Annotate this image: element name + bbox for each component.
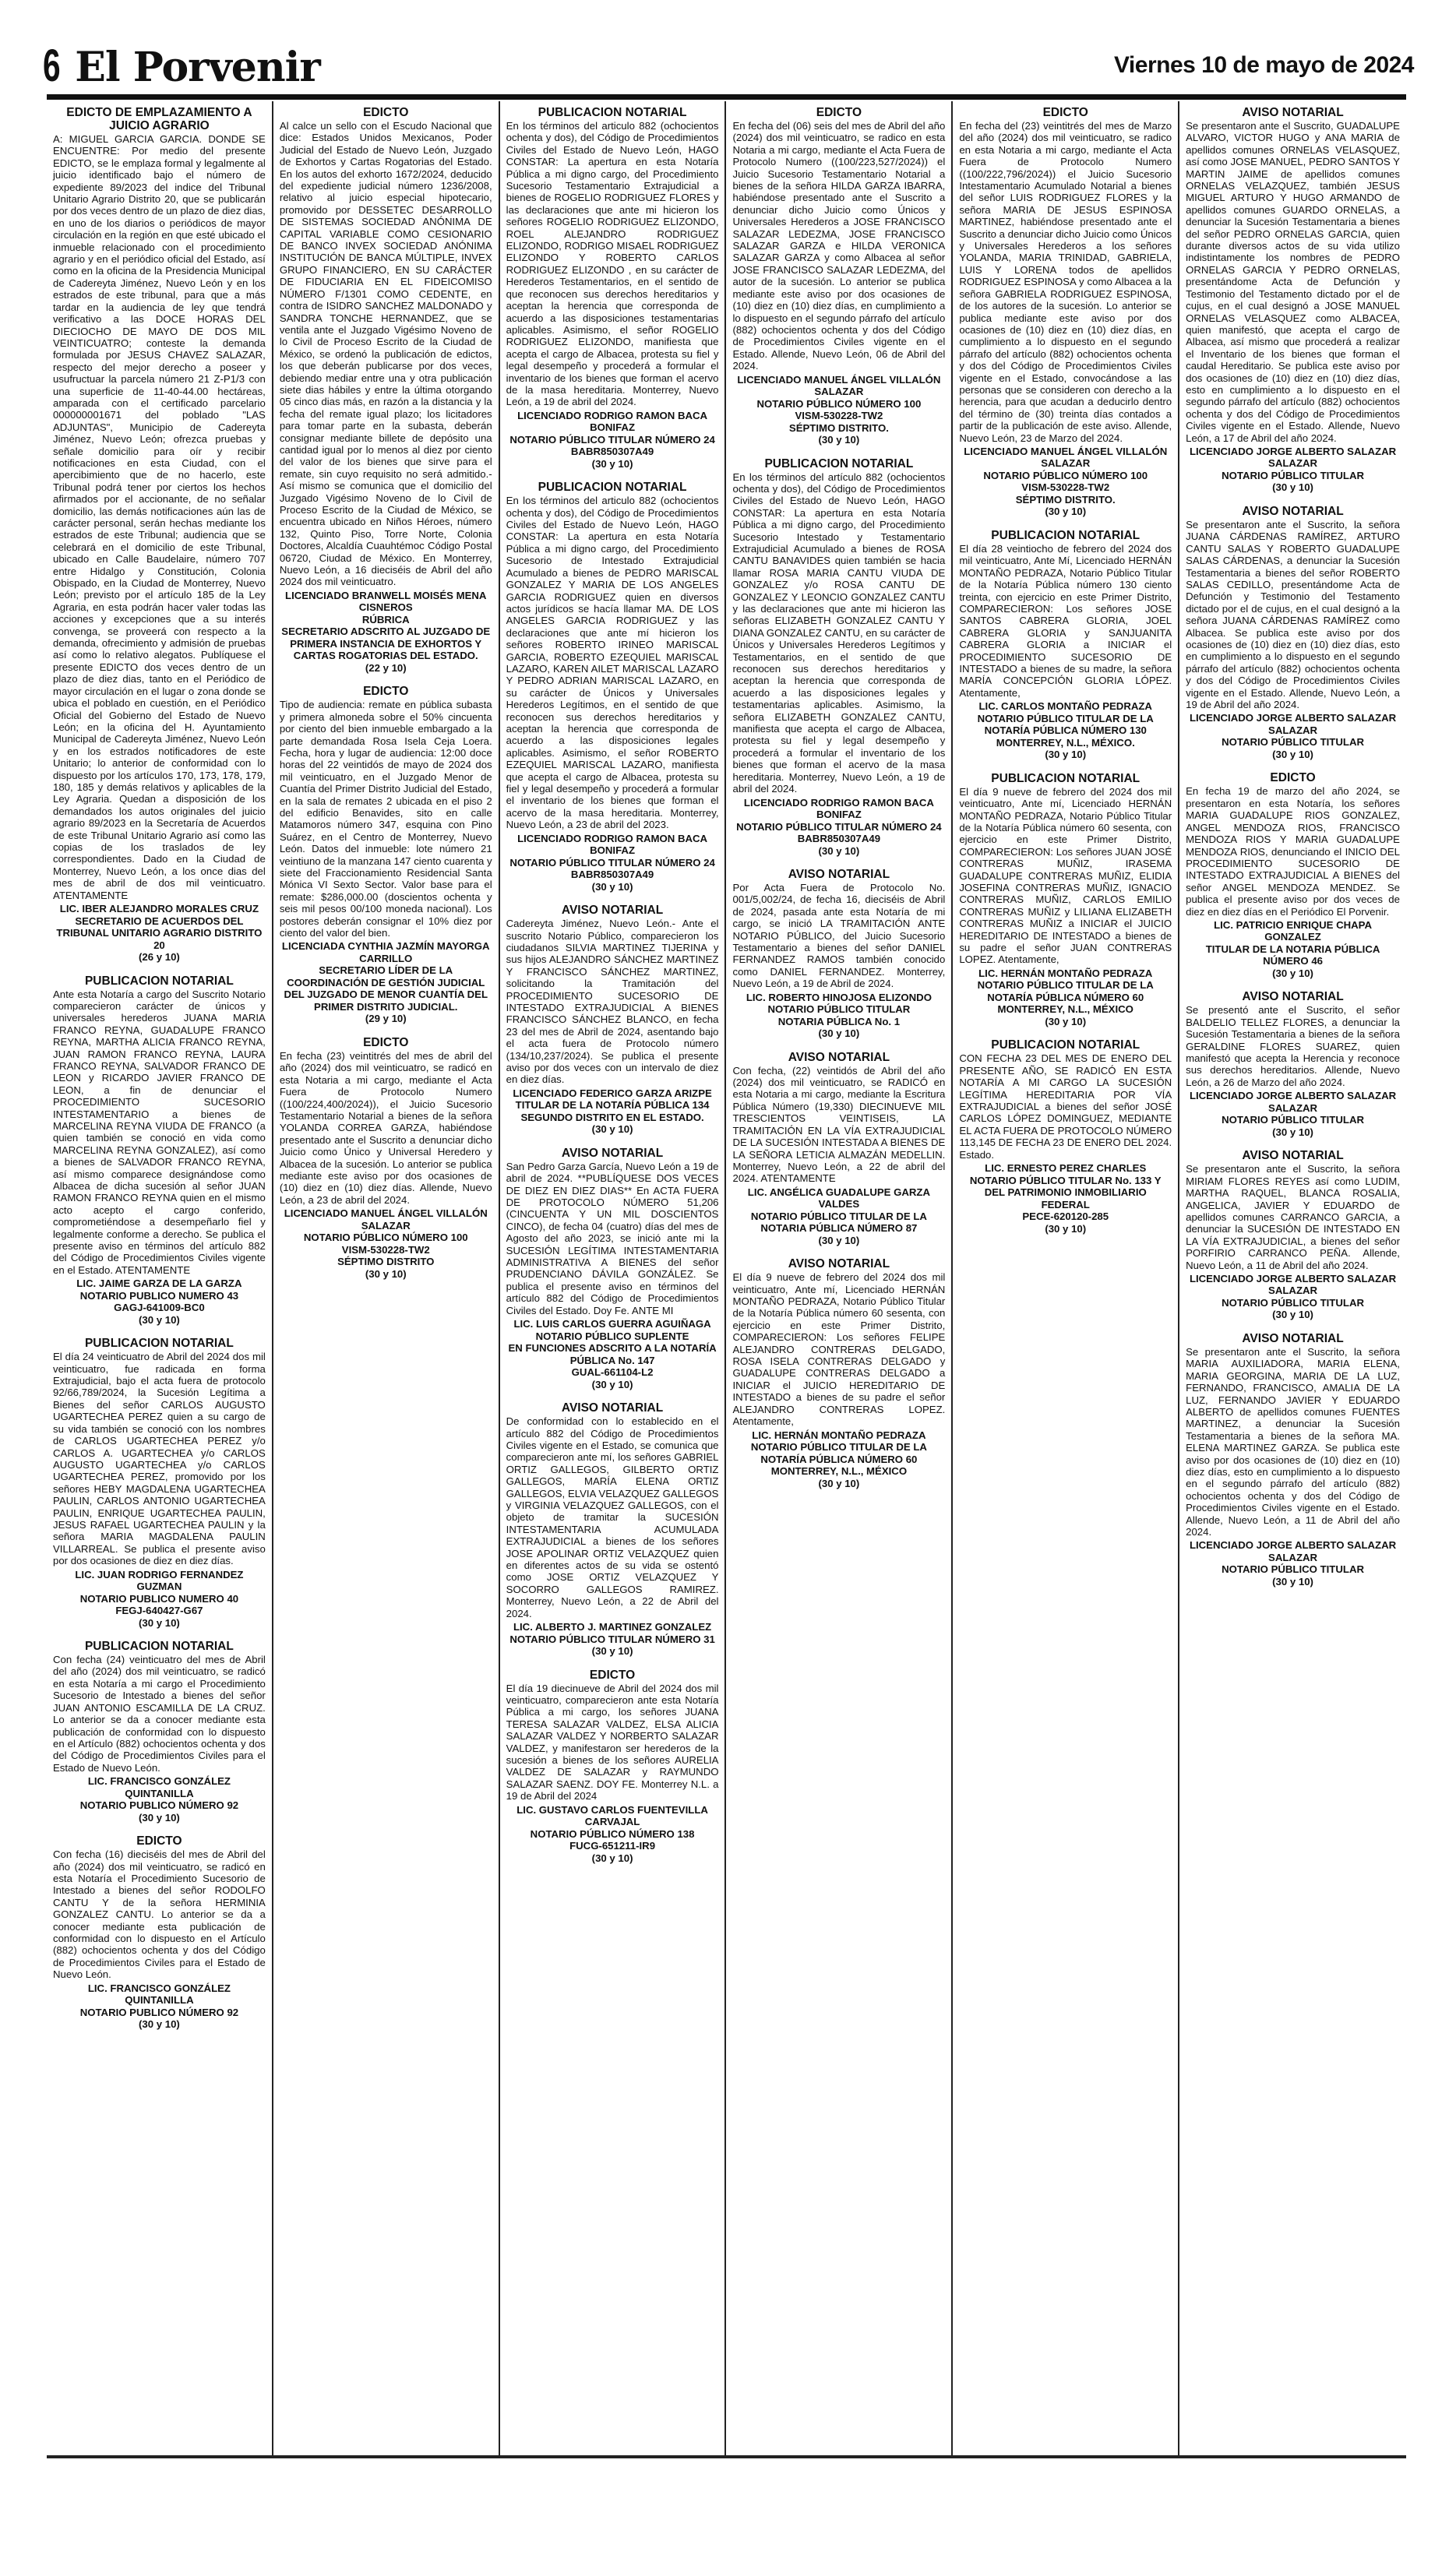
signature-line: TITULAR DE LA NOTARIA PÚBLICA NÚMERO 46 bbox=[1205, 943, 1380, 967]
notice-heading: AVISO NOTARIAL bbox=[1242, 106, 1344, 119]
legal-notice bbox=[1186, 1332, 1400, 1588]
notice-heading: AVISO NOTARIAL bbox=[788, 1257, 890, 1271]
signature-line: LICENCIADO JORGE ALBERTO SALAZAR SALAZAR bbox=[1189, 1539, 1397, 1563]
signature-line: LICENCIADO JORGE ALBERTO SALAZAR SALAZAR bbox=[1189, 1272, 1397, 1297]
signature-line: NOTARIO PÚBLICO NÚMERO 100 bbox=[303, 1232, 468, 1244]
signature-line: NOTARIO PÚBLICO TITULAR NÚMERO 31 bbox=[509, 1633, 715, 1645]
legal-notice bbox=[280, 685, 492, 1025]
signature-line: NOTARIO PÚBLICO NÚMERO 138 bbox=[530, 1827, 695, 1840]
signature-line: LICENCIADO JORGE ALBERTO SALAZAR SALAZAR bbox=[1189, 445, 1397, 470]
signature-line: NOTARIO PUBLICO NUMERO 43 bbox=[79, 1289, 239, 1302]
notice-signature bbox=[53, 1569, 266, 1630]
signature-line: GAGJ-641009-BC0 bbox=[114, 1302, 205, 1314]
signature-line: (29 y 10) bbox=[365, 1013, 407, 1025]
legal-notice bbox=[280, 1036, 492, 1280]
signature-line: (30 y 10) bbox=[818, 844, 860, 857]
notice-heading: AVISO NOTARIAL bbox=[788, 1050, 890, 1064]
legal-notice bbox=[1186, 771, 1400, 979]
notice-body: Tipo de audiencia: remate en pública subasta y primera almoneda sobre el 50% cincuenta por ciento del bien inmueble embargado a la parte demandada Rosa Isela Ceja Loera. Fecha, hora y lugar de audiencia: 12:00 doce horas del 22 veintidós de mayo de 2024 dos mil veinticuatro, en el Juzgado Menor de Cuantía del Primer Distrito Judicial del Estado, en la sala de remates 2 ubicada en el piso 2 del edificio Benavides, sito en calle Matamoros número 347, esquina con Pino Suárez, en el Centro de Monterrey, Nuevo León. Datos del inmueble: lote número 21 veintiuno de la manzana 147 ciento cuarenta y siete del Fraccionamiento Residencial Santa Mónica VI Sexto Sector. Valor base para el remate: $286,000.00 (doscientos ochenta y seis mil pesos 00/100 moneda nacional). Los postores deberán consignar el 10% diez por ciento del valor del bien. bbox=[279, 699, 492, 939]
signature-line: LICENCIADO MANUEL ÁNGEL VILLALÓN SALAZAR bbox=[737, 373, 941, 398]
notice-body: Con fecha (24) veinticuatro del mes de Abril del año (2024) dos mil veinticuatro, se radicó en esta Notaría a mi cargo el Procedimiento Sucesorio de Intestado a bienes del señor JUAN ANTONIO ESCAMILLA DE LA CRUZ. Lo anterior se da a conocer mediante esta publicación de conformidad con lo dispuesto en el Artículo (882) ochocientos ochenta y dos del Código de Procedimientos Civiles para el Estado de Nuevo León. bbox=[53, 1654, 266, 1774]
signature-line: (30 y 10) bbox=[1272, 748, 1313, 760]
notice-signature bbox=[959, 967, 1172, 1028]
notice-signature bbox=[1186, 1539, 1400, 1588]
notice-signature bbox=[506, 1621, 719, 1658]
notice-body: Se presentaron ante el Suscrito, GUADALUPE ALVARO, VICTOR HUGO y ANA MARIA de apellidos comunes ORNELAS VELASQUEZ, así como JOSE MANUEL, PEDRO SANTOS Y MARTIN JAIME de apellidos comunes ORNELAS VELAZQUEZ, también JESUS MIGUEL ARTURO Y HUGO ARMANDO de apellidos comunes GUARDO ORNELAS, a denunciar la Sucesión Testamentaria a bienes del señor PEDRO ORNELAS GARCIA, quien durante diversos actos de su vida utilizo indistintamente los nombres de PEDRO ORNELAS GARCIA Y PEDRO ORNELAS, presentándome Acta de Defunción y Testimonio del Testamento dictado por el de cujus, en el cual designó a JOSE MANUEL ORNELAS VELASQUEZ como ALBACEA, quien manifestó, que acepta el cargo de Albacea, así mismo que procederá a realizar el Inventario de los bienes que forman el caudal Hereditario. Se publica este aviso por dos ocasiones de (10) diez en (10) diez días, esto en cumplimiento a lo dispuesto en el segundo párrafo del artículo (882) ochocientos ochenta y dos del Código de Procedimientos Civiles vigente en el Estado. Allende, Nuevo León, a 17 de Abril del año 2024. bbox=[1186, 120, 1400, 444]
issue-date: Viernes 10 de mayo de 2024 bbox=[1113, 52, 1414, 78]
notice-body: Cadereyta Jiménez, Nuevo León.- Ante el suscrito Notario Público, comparecieron los ciudadanos SILVIA MARTINEZ TIJERINA y sus hijos ALEJANDRO SÁNCHEZ MARTINEZ Y FRANCISCO SÁNCHEZ MARTINEZ, solicitando la Tramitación del PROCEDIMIENTO SUCESORIO DE INTESTADO EXTRAJUDICIAL A BIENES FRANCISCO SÁNCHEZ BLANCO, en fecha 23 del mes de Abril de 2024, asentando bajo el acta fuera de Protocolo número (134/10,237/2024). Se publica el presente aviso por dos veces con un intervalo de diez en diez días. bbox=[506, 918, 719, 1086]
legal-notice bbox=[53, 106, 266, 964]
notice-signature bbox=[53, 1277, 266, 1326]
signature-line: NOTARIO PÚBLICO TITULAR No. 133 Y DEL PATRIMONIO INMOBILIARIO FEDERAL bbox=[969, 1174, 1162, 1210]
notice-body: Se presentaron ante el Suscrito, la señora MARIA AUXILIADORA, MARIA ELENA, MARIA GEORGINA, MARIA DE LA LUZ, FERNANDO, FRANCISCO, AMALIA DE LA LUZ, FERNANDO JAVIER Y EDUARDO ALBERTO de apellidos comunes FUENTES MARTINEZ, a denunciar la Sucesión Testamentaria a bienes de la señora MA. ELENA MARTINEZ GARZA. Se publica este aviso por dos ocasiones de (10) diez en (10) diez días, esto en cumplimiento a lo dispuesto en el segundo párrafo del artículo (882) ochocientos ochenta y dos del Código de Procedimientos Civiles vigente en el Estado. Allende, Nuevo León, a 11 de Abril del año 2024. bbox=[1186, 1345, 1400, 1538]
notice-heading: PUBLICACION NOTARIAL bbox=[84, 1640, 234, 1654]
legal-notice bbox=[732, 1257, 945, 1489]
notice-signature bbox=[280, 1207, 492, 1280]
signature-line: MONTERREY, N.L., MÉXICO bbox=[770, 1465, 908, 1477]
notice-body: Con fecha (16) dieciséis del mes de Abril del año (2024) dos mil veinticuatro, se radicó en esta Notaría el Procedimiento Sucesorio de Intestado a bienes del señor RODOLFO CANTU Y de la señora HERMINIA GONZALEZ CANTU. Lo anterior se da a conocer mediante esta publicación de conformidad con lo dispuesto en el Artículo (882) ochocientos ochenta y dos del Código de Procedimientos Civiles para el Estado de Nuevo León. bbox=[53, 1848, 266, 1981]
signature-line: LIC. IBER ALEJANDRO MORALES CRUZ bbox=[59, 903, 259, 914]
signature-line: MONTERREY, N.L., MÉXICO bbox=[997, 1003, 1133, 1016]
signature-line: NOTARIO PUBLICO NÚMERO 92 bbox=[79, 2006, 239, 2018]
notice-body: Por Acta Fuera de Protocolo No. 001/5,002/24, de fecha 16, dieciséis de Abril de 2024, pasada ante esta Notaría de mi cargo, se inició LA TRAMITACIÓN ANTE NOTARIO PÚBLICO, del Juicio Sucesorio Testamentario a bienes del señor DANIEL FERNANDEZ RAMOS también conocido como DANIEL FERNANDEZ. Monterrey, Nuevo León, a 19 de Abril de 2024. bbox=[732, 882, 946, 990]
signature-line: LICENCIADO MANUEL ÁNGEL VILLALÓN SALAZAR bbox=[284, 1207, 488, 1232]
signature-line: SECRETARIO LÍDER DE LA COORDINACIÓN DE GESTIÓN JUDICIAL DEL JUZGADO DE MENOR CUANTÍA DEL PRIMER DISTRITO JUDICIAL. bbox=[284, 964, 488, 1013]
legal-notice bbox=[280, 106, 492, 674]
notice-body: En fecha del (06) seis del mes de Abril del año (2024) dos mil veinticuatro, se radico en esta Notaria a mi cargo, mediante el Acta Fuera de Protocolo Numero ((100/223,527/2024)) el Juicio Sucesorio Testamentario Notarial a bienes de la señora HILDA GARZA IBARRA, habiéndose presentado ante el Suscrito a denunciar dicho Juicio como Únicos y Universales Herederos a JOSE FRANCISCO SALAZAR LEDEZMA, JOSE FRANCISCO SALAZAR GARZA e HILDA VERONICA SALAZAR GARZA y como Albacea al señor JOSE FRANCISCO SALAZAR LEDEZMA, del autor de la sucesión. Lo anterior se publica mediante este aviso por dos ocasiones de (10) diez en (10) diez días, en cumplimiento a lo dispuesto en el segundo párrafo del artículo (882) ochocientos ochenta y dos del Código de Procedimientos Civiles vigente en el Estado. Allende, Nuevo León, 06 de Abril del 2024. bbox=[732, 120, 946, 372]
notice-signature bbox=[959, 446, 1172, 518]
legal-notice bbox=[506, 1401, 719, 1657]
notice-heading: EDICTO bbox=[1270, 771, 1316, 785]
notice-body: Al calce un sello con el Escudo Nacional que dice: Estados Unidos Mexicanos, Poder Judicial del Estado de Nuevo León, Juzgado de Exhortos y Cartas Rogatorias del Estado. En los autos del exhorto 1672/2024, deducido del expediente judicial número 1236/2008, relativo al juicio especial hipotecario, promovido por DESSETEC DESARROLLO DE SISTEMAS SOCIEDAD ANÓNIMA DE CAPITAL VARIABLE COMO CESIONARIO DE BANCO INVEX SOCIEDAD ANÓNIMA INSTITUCIÓN DE BANCA MÚLTIPLE, INVEX GRUPO FINANCIERO, EN SU CARÁCTER DE FIDUCIARIA EN EL FIDEICOMISO NÚMERO F/1301 COMO CEDENTE, en contra de ISIDRO SANCHEZ MALDONADO y SANDRA TONCHE HERNANDEZ, que se ventila ante el Juzgado Vigésimo Noveno de lo Civil de Proceso Escrito de la Ciudad de México, se ordenó la publicación de edictos, los que deberán publicarse por dos veces, debiendo mediar entre una y otra publicación siete dias hábiles y entre la última otorgando 05 cinco dias más, en razón a la distancia y la fecha del remate igual plazo; los licitadores para tomar parte en la subasta, deberán consignar mediante billete de depósito una cantidad igual por lo menos al diez por ciento del valor de los bienes que sirve para el remate, sin cuyo requisito no será admitido.-Así mismo se comunica que el domicilio del Juzgado Vigésimo Noveno de lo Civil de Proceso Escrito de la Ciudad de México, se encuentra ubicado en Niños Héroes, número 132, Quinto Piso, Torre Norte, Colonia Doctores, Alcaldía Cuauhtémoc Código Postal 06720, Ciudad de México. En Monterrey, Nuevo León, a 16 dieciséis de Abril del año 2024 dos mil veinticuatro. bbox=[279, 120, 492, 588]
legal-notice bbox=[959, 529, 1172, 761]
signature-line: NOTARIO PÚBLICO TITULAR DE LA NOTARIA PÚBLICA NÚMERO 87 bbox=[750, 1210, 927, 1235]
legal-notice bbox=[1186, 1149, 1400, 1321]
signature-line: (30 y 10) bbox=[1045, 1015, 1087, 1027]
signature-line: NOTARIO PÚBLICO TITULAR DE LA NOTARÍA PÚBLICA NÚMERO 60 bbox=[977, 979, 1154, 1003]
column-2 bbox=[273, 101, 500, 2455]
signature-line: TITULAR DE LA NOTARÍA PÚBLICA 134 bbox=[515, 1099, 710, 1112]
notice-heading: EDICTO bbox=[363, 106, 409, 119]
signature-line: LIC. ERNESTO PEREZ CHARLES bbox=[985, 1162, 1147, 1174]
signature-line: (30 y 10) bbox=[1272, 1309, 1313, 1321]
signature-line: (30 y 10) bbox=[591, 1645, 633, 1657]
notice-body: Ante esta Notaría a cargo del Suscrito Notario comparecieron carácter de únicos y universales herederos JUANA MARIA FRANCO REYNA, GUADALUPE FRANCO REYNA, MARTHA ALICIA FRANCO REYNA, JUAN RAMON FRANCO REYNA, LAURA FRANCO REYNA, SALVADOR FRANCO DE LEON y RICARDO JAVIER FRANCO DE LEON, a fin de denunciar el PROCEDIMIENTO SUCESORIO INTESTAMENTARIO a bienes de MARCELINA REYNA VIUDA DE FRANCO (a quien también se conoció en vida como MARCELINA REYNA GONZALEZ), así como a bienes de SALVADOR FRANCO REYNA, así mismo comparece designándose como Albacea de dicha sucesión al señor JUAN RAMON FRANCO REYNA quien en el mismo acto acepto el cargo conferido, comprometiéndose a desempeñarlo fiel y legalmente conforme a derecho. Se publica el presente aviso en términos del artículo 882 del Código de Procedimientos Civiles vigente en el Estado. ATENTAMENTE bbox=[53, 988, 266, 1276]
signature-line: NOTARIO PÚBLICO TITULAR NÚMERO 24 bbox=[509, 856, 715, 869]
masthead bbox=[43, 43, 1414, 90]
signature-line: LIC. FRANCISCO GONZÁLEZ QUINTANILLA bbox=[87, 1775, 231, 1799]
notice-signature bbox=[732, 374, 945, 446]
signature-line: SECRETARIO ADSCRITO AL JUZGADO DE PRIMERA INSTANCIA DE EXHORTOS Y CARTAS ROGATORIAS DEL ESTADO. bbox=[281, 625, 491, 662]
notice-signature bbox=[1186, 919, 1400, 980]
notice-body: Se presentaron ante el Suscrito, la señora MIRIAM FLORES REYES así como LUDIM, MARTHA RAQUEL, BLANCA ROSALIA, ANGELICA, JAVIER Y EDUARDO de apellidos comunes CARRANCO GARCIA, a denunciar la SUCESIÓN DE INTESTADO EN LA VÍA EXTRAJUDICIAL, a bienes del señor PORFIRIO CARRANCO PEÑA. Allende, Nuevo León, a 11 de Abril del año 2024. bbox=[1186, 1163, 1400, 1271]
signature-line: RÚBRICA bbox=[361, 613, 410, 625]
notice-heading: PUBLICACION NOTARIAL bbox=[538, 481, 687, 495]
legal-notice bbox=[506, 1147, 719, 1390]
page-number: 6 bbox=[43, 41, 60, 91]
signature-line: (30 y 10) bbox=[591, 1123, 633, 1136]
legal-notice bbox=[732, 868, 945, 1040]
notice-signature bbox=[280, 590, 492, 675]
signature-line: NOTARIO PUBLICO NUMERO 40 bbox=[79, 1592, 239, 1605]
column-3 bbox=[500, 101, 727, 2455]
column-1 bbox=[47, 101, 273, 2455]
signature-line: (30 y 10) bbox=[818, 434, 860, 446]
signature-line: BABR850307A49 bbox=[797, 833, 881, 844]
signature-line: NOTARIO PÚBLICO TITULAR bbox=[767, 1003, 911, 1016]
signature-line: (30 y 10) bbox=[818, 1477, 860, 1489]
notice-body: El día 28 veintiocho de febrero del 2024 dos mil veinticuatro, Ante Mí, Licenciado HERNÁN MONTAÑO PEDRAZA, Notario Público Titular de la Notaría Pública número 130 ciento treinta, con ejercicio en este Primer Distrito, COMPARECIERON: Los señores JOSE SANTOS CABRERA GLORIA, JOEL CABRERA GLORIA y SANJUANITA CABRERA GLORIA a INICIAR el PROCEDIMIENTO SUCESORIO DE INTESTADO a bienes de su madre, la señora MARÍA CONCEPCIÓN GLORIA LÓPEZ. Atentamente, bbox=[959, 542, 1172, 699]
signature-line: LICENCIADO FEDERICO GARZA ARIZPE bbox=[513, 1087, 712, 1099]
signature-line: LIC. LUIS CARLOS GUERRA AGUIÑAGA bbox=[513, 1318, 711, 1330]
notice-heading: PUBLICACION NOTARIAL bbox=[991, 1038, 1141, 1052]
signature-line: EN FUNCIONES ADSCRITO A LA NOTARÍA PÚBLICA No. 147 bbox=[508, 1342, 717, 1366]
notice-heading: AVISO NOTARIAL bbox=[561, 904, 664, 918]
notice-signature bbox=[506, 1318, 719, 1390]
signature-line: (30 y 10) bbox=[591, 457, 633, 470]
signature-line: VISM-530228-TW2 bbox=[795, 410, 883, 422]
signature-line: LICENCIADO JORGE ALBERTO SALAZAR SALAZAR bbox=[1189, 712, 1397, 736]
notice-signature bbox=[506, 1804, 719, 1865]
signature-line: LIC. ROBERTO HINOJOSA ELIZONDO bbox=[746, 991, 932, 1003]
column-5 bbox=[953, 101, 1179, 2455]
signature-line: NOTARIO PÚBLICO NÚMERO 100 bbox=[983, 469, 1148, 481]
notice-body: En los términos del artículo 882 (ochocientos ochenta y dos), del Código de Procedimientos Civiles del Estado de Nuevo León, HAGO CONSTAR: La apertura en esta Notaría Pública a mi digno cargo, del Procedimiento Sucesorio Intestado y Testamentario Extrajudicial Acumulado a bienes de ROSA CANTU BANAVIDES quien también se hacia llamar ROSA MARIA CANTU VIUDA DE GONZALEZ y/o ROSA CANTU DE GONZALEZ Y LEONCIO GONZALEZ CANTU y las declaraciones que ante mi hicieron las señoras ELIZABETH GONZALEZ CANTU Y DIANA GONZALEZ CANTU, en su carácter de Únicos y Universales Herederos Legítimos y Testamentarios, en el sentido de que reconocen sus derechos hereditarios y aceptan la herencia que corresponda de acuerdo a las disposiciones legales y testamentarias aplicables. Asimismo, la señora ELIZABETH GONZALEZ CANTU, manifiesta que acepta el cargo de Albacea, protesta su fiel y legal desempeño y procederá a formular el inventario de los bienes que forman el acervo de la masa hereditaria. Monterrey, Nuevo León, a 19 de abril del 2024. bbox=[732, 470, 946, 795]
signature-line: SÉPTIMO DISTRITO. bbox=[788, 421, 889, 434]
notice-body: A: MIGUEL GARCIA GARCIA. DONDE SE ENCUENTRE: Por medio del presente EDICTO, se le emplaza formal y legalmente al juicio identificado bajo el número de expediente 89/2023 del indice del Tribunal Unitario Agrario Distrito 20, que se publicarán por dos veces dentro de un plazo de diez dias, en uno de los diarios o periódicos de mayor circulación en la región en que esté ubicado el inmueble relacionado con el procedimiento agrario y en el periódico oficial del Estado, así como en la oficina de la Presidencia Municipal de Cadereyta Jiménez, Nuevo León y en los estrados de este tribunal, para que a más tardar en la audiencia de ley que tendrá verificativo a las DOCE HORAS DEL DIECIOCHO DE MAYO DE DOS MIL VEINTICUATRO; conteste la demanda formulada por JESUS CHAVEZ SALAZAR, respecto del mejor derecho a poseer y usufructuar la parcela número 21 Z-P1/3 con una superficie de 11-40-44.00 hectáreas, amparada con el certificado parcelario 000000001671 del poblado "LAS ADJUNTAS", Municipio de Cadereyta Jiménez, Nuevo León; ofrezca pruebas y señale domicilio para oír y recibir notificaciones en esta Ciudad, con el apercibimiento que de no hacerlo, este Tribunal podrá tener por ciertos los hechos afirmados por el accionante, de no señalar domicilio, las demás notificaciones aún las de carácter personal, serán hechas mediante los estrados de este Tribunal; audiencia que se celebrará en el domicilio de este Tribunal, ubicado en Calle Baudelaire, número 707 entre Hidalgo y Constitución, Colonia Obispado, en la Ciudad de Monterrey, Nuevo León; previsto por el artículo 185 de la Ley Agraria, en esta podrán hacer valer todas las acciones y excepciones que a su interés convenga, se proveerá con respecto a la demanda, ofrecimiento y admisión de pruebas así como lo relativo alegatos. Publíquese el presente EDICTO dos veces dentro de un plazo de diez dias, tanto en el Periódico de mayor circulación en el lugar o zona donde se ubica el poblado en cuestión, en el Periódico Oficial del Gobierno del Estado de Nuevo León; en la oficina del H. Ayuntamiento Municipal de Cadereyta Jiménez, Nuevo León y en los estrados notificadores de este Unitario; lo anterior de conformidad con lo dispuesto por los artículos 170, 173, 178, 179, 180, 185 y demás relativos y aplicables de la Ley Agraria. Quedan a disposición de los demandados los autos originales del juicio agrario 89/2023 en la Secretaría de Acuerdos de este Tribunal Unitario Agrario así como las copias de los traslados de ley correspondientes. Dado en la Ciudad de Monterrey, Nuevo León, a los once dias del mes de abril de dos mil veinticuatro. ATENTAMENTE bbox=[53, 133, 266, 901]
notice-signature bbox=[732, 1429, 945, 1490]
notice-signature bbox=[1186, 446, 1400, 494]
legal-notice bbox=[53, 974, 266, 1327]
newspaper-title: El Porvenir bbox=[75, 44, 320, 91]
column-4 bbox=[726, 101, 953, 2455]
signature-line: NOTARIO PÚBLICO TITULAR bbox=[1222, 1296, 1364, 1309]
notice-heading: PUBLICACION NOTARIAL bbox=[538, 106, 687, 119]
signature-line: (22 y 10) bbox=[365, 661, 407, 674]
signature-line: LICENCIADO JORGE ALBERTO SALAZAR SALAZAR bbox=[1189, 1090, 1397, 1114]
signature-line: NOTARIO PUBLICO NÚMERO 92 bbox=[79, 1799, 239, 1812]
notice-body: San Pedro Garza García, Nuevo León a 19 de abril de 2024. **PUBLÍQUESE DOS VECES DE DIEZ EN DIEZ DIAS** En ACTA FUERA DE PROTOCOLO NÚMERO 51,206 (CINCUENTA Y UN MIL DOSCIENTOS CINCO), de fecha 04 (cuatro) días del mes de Agosto del año 2023, se inició ante mi la SUCESIÓN LEGÍTIMA INTESTAMENTARIA ADMINISTRATIVA A BIENES del señor PRUDENCIANO DÁVILA GONZÁLEZ. Se publica el presente aviso en términos del artículo 882 del Código de Procedimientos Civiles del Estado. Doy Fe. ANTE MI bbox=[506, 1160, 719, 1316]
header-rule bbox=[47, 94, 1406, 100]
legal-notice bbox=[1186, 505, 1400, 761]
signature-line: LIC. HERNÁN MONTAÑO PEDRAZA bbox=[978, 967, 1153, 979]
signature-line: NOTARIO PÚBLICO TITULAR bbox=[1222, 1114, 1364, 1126]
signature-line: (30 y 10) bbox=[1272, 1126, 1313, 1138]
signature-line: (26 y 10) bbox=[139, 951, 180, 963]
signature-line: SÉPTIMO DISTRITO bbox=[337, 1256, 435, 1268]
notice-signature bbox=[506, 833, 719, 893]
notice-signature bbox=[1186, 1090, 1400, 1138]
legal-notice bbox=[506, 481, 719, 893]
notice-heading: PUBLICACION NOTARIAL bbox=[991, 771, 1141, 785]
signature-line: MONTERREY, N.L., MÉXICO. bbox=[996, 736, 1135, 749]
signature-line: NOTARIO PÚBLICO NÚMERO 100 bbox=[756, 397, 922, 410]
signature-line: (30 y 10) bbox=[818, 1027, 860, 1040]
signature-line: LIC. ANGÉLICA GUADALUPE GARZA VALDES bbox=[747, 1186, 930, 1210]
notice-heading: PUBLICACION NOTARIAL bbox=[764, 456, 914, 470]
notice-heading: EDICTO DE EMPLAZAMIENTO A JUICIO AGRARIO bbox=[66, 106, 252, 132]
notice-heading: PUBLICACION NOTARIAL bbox=[84, 1337, 234, 1351]
signature-line: NOTARIO PÚBLICO TITULAR DE LA NOTARÍA PÚBLICA NÚMERO 130 bbox=[977, 712, 1154, 737]
notice-heading: AVISO NOTARIAL bbox=[561, 1401, 664, 1415]
notice-heading: AVISO NOTARIAL bbox=[1242, 990, 1344, 1004]
notice-signature bbox=[506, 410, 719, 470]
notice-body: El día 19 diecinueve de Abril del 2024 dos mil veinticuatro, comparecieron ante esta Notaría Pública a mi cargo, los señores JUANA TERESA SALAZAR VALDEZ, ELSA ALICIA SALAZAR VALDEZ Y NORBERTO SALAZAR VALDEZ, y manifestaron ser herederos de la sucesión a bienes de los señores AURELIA VALDEZ DE SALAZAR y RAYMUNDO SALAZAR SAENZ. DOY FE. Monterrey N.L. a 19 de Abril del 2024 bbox=[506, 1682, 719, 1802]
notice-heading: EDICTO bbox=[363, 1035, 409, 1049]
signature-line: (30 y 10) bbox=[1045, 506, 1087, 518]
signature-line: (30 y 10) bbox=[591, 880, 633, 893]
notice-signature bbox=[732, 797, 945, 858]
signature-line: SÉPTIMO DISTRITO. bbox=[1015, 493, 1116, 506]
notice-signature bbox=[732, 1186, 945, 1247]
notice-body: Se presentó ante el Suscrito, el señor BALDELIO TELLEZ FLORES, a denunciar la Sucesión Testamentaria a bienes de la señora GERALDINE FLORES SUAREZ, quien manifestó que acepta la Herencia y reconoce sus derechos hereditarios. Allende, Nuevo León, a 26 de Marzo del año 2024. bbox=[1186, 1004, 1400, 1088]
signature-line: LIC. PATRICIO ENRIQUE CHAPA GONZALEZ bbox=[1214, 918, 1373, 943]
notice-heading: PUBLICACION NOTARIAL bbox=[991, 528, 1141, 542]
signature-line: (30 y 10) bbox=[139, 1811, 180, 1824]
signature-line: SECRETARIO DE ACUERDOS DEL TRIBUNAL UNITARIO AGRARIO DISTRITO 20 bbox=[56, 914, 263, 951]
notice-heading: AVISO NOTARIAL bbox=[1242, 504, 1344, 518]
signature-line: (30 y 10) bbox=[1272, 967, 1313, 979]
signature-line: NOTARIO PÚBLICO SUPLENTE bbox=[535, 1330, 689, 1342]
notice-heading: EDICTO bbox=[136, 1834, 182, 1848]
signature-line: (30 y 10) bbox=[591, 1378, 633, 1390]
signature-line: GUAL-661104-L2 bbox=[571, 1366, 654, 1379]
signature-line: LICENCIADO RODRIGO RAMON BACA BONIFAZ bbox=[517, 832, 708, 857]
signature-line: LIC. GUSTAVO CARLOS FUENTEVILLA CARVAJAL bbox=[516, 1803, 708, 1828]
notice-signature bbox=[1186, 712, 1400, 760]
notice-signature bbox=[53, 1982, 266, 2031]
signature-line: LICENCIADO BRANWELL MOISÉS MENA CISNEROS bbox=[285, 589, 487, 614]
legal-notice bbox=[732, 1051, 945, 1247]
notice-heading: AVISO NOTARIAL bbox=[561, 1146, 664, 1160]
signature-line: LIC. HERNÁN MONTAÑO PEDRAZA bbox=[752, 1429, 926, 1441]
notice-heading: AVISO NOTARIAL bbox=[1242, 1331, 1344, 1345]
legal-notice bbox=[506, 904, 719, 1136]
notice-body: El día 24 veinticuatro de Abril del 2024 dos mil veinticuatro, fue radicada en forma Extrajudicial, bajo el acta fuera de protocolo 92/66,789/2024, la Sucesión Legítima a Bienes del señor CARLOS AUGUSTO UGARTECHEA PEREZ quien a su cargo de su vida también se conoció con los nombres de CARLOS UGARTECHEA PEREZ y/o CARLOS A. UGARTECHEA y/o CARLOS AUGUSTO UGARTECHEA y/o CARLOS UGARTECHEA PEREZ, promovido por los señores HEBY MAGDALENA UGARTECHEA PAULIN, CARLOS ANTONIO UGARTECHEA PAULIN, ENRIQUE UGARTECHEA PAULIN, JESUS RAFAEL UGARTECHEA PAULIN y la señora MARIA MAGDALENA PAULIN VILLARREAL. Se publica el presente aviso por dos ocasiones de diez en diez días. bbox=[53, 1351, 266, 1567]
notice-signature bbox=[506, 1087, 719, 1136]
legal-notice bbox=[959, 106, 1172, 518]
notice-body: En los términos del articulo 882 (ochocientos ochenta y dos), del Código de Procedimientos Civiles del Estado de Nuevo León, HAGO CONSTAR: La apertura en esta Notaría Pública a mi digno cargo, del Procedimiento Sucesorio Testamentario Extrajudicial a bienes de ROGELIO RODRIGUEZ FLORES y las declaraciones que ante mi hicieron los señores ROGELIO RODRIGUEZ ELIZONDO, ROEL ALEJANDRO RODRIGUEZ ELIZONDO, RODRIGO MISAEL RODRIGUEZ ELIZONDO Y ROBERTO CARLOS RODRIGUEZ ELIZONDO , en su carácter de Herederos Testamentarios, en el sentido de que reconocen sus derechos hereditarios y aceptan la herencia que corresponda de acuerdo a las disposiciones testamentarias aplicables. Asimismo, el señor ROGELIO RODRIGUEZ ELIZONDO, manifiesta que acepta el cargo de Albacea, protesta su fiel y legal desempeño y procederá a formular el inventario de los bienes que forman el acervo de la masa hereditaria. Monterrey, Nuevo León, a 19 de abril del 2024. bbox=[506, 120, 719, 408]
signature-line: PECE-620120-285 bbox=[1022, 1210, 1109, 1222]
newspaper-logo bbox=[43, 43, 320, 91]
footer-rule bbox=[47, 2455, 1406, 2458]
signature-line: NOTARIO PÚBLICO TITULAR bbox=[1222, 469, 1364, 481]
notice-body: En fecha del (23) veintitrés del mes de Marzo del año (2024) dos mil veinticuatro, se radico en esta Notaria a mi cargo, mediante el Acta Fuera de Protocolo Numero ((100/222,796/2024)) el Juicio Sucesorio Intestamentario Acumulado Notarial a bienes del señor LUIS RODRIGUEZ FLORES y la señora MARIA DE JESUS ESPINOSA MARTINEZ, habiéndose presentado ante el Suscrito a denunciar dicho Juicio como Únicos y Universales Herederos a los señores YOLANDA, MARIA TRINIDAD, GABRIELA, LUIS Y LORENA todos de apellidos RODRIGUEZ ESPINOSA y como Albacea a la señora GABRIELA RODRIGUEZ ESPINOSA, de los autores de la sucesión. Lo anterior se publica mediante este aviso por dos ocasiones de (10) diez en (10) diez días, en cumplimiento a lo dispuesto en el segundo párrafo del artículo (882) ochocientos ochenta y dos del Código de Procedimientos Civiles vigente en el Estado, convocándose a las personas que se consideren con derecho a la herencia, para que acudan a deducirlo dentro del término de (30) treinta días contados a partir de la publicación de este aviso. Allende, Nuevo León, 23 de Marzo del 2024. bbox=[959, 120, 1172, 444]
legal-notice bbox=[506, 106, 719, 470]
legal-notice bbox=[959, 772, 1172, 1028]
signature-line: (30 y 10) bbox=[1272, 481, 1313, 494]
signature-line: (30 y 10) bbox=[1272, 1575, 1313, 1588]
signature-line: NOTARIO PÚBLICO TITULAR NÚMERO 24 bbox=[736, 820, 942, 833]
notice-heading: AVISO NOTARIAL bbox=[1242, 1149, 1344, 1163]
signature-line: BABR850307A49 bbox=[570, 869, 654, 881]
signature-line: (30 y 10) bbox=[139, 1313, 180, 1326]
signature-line: NOTARIO PÚBLICO TITULAR NÚMERO 24 bbox=[509, 433, 715, 446]
notice-body: En fecha 19 de marzo del año 2024, se presentaron en esta Notaría, los señores MARIA GUADALUPE RIOS GONZALEZ, ANGEL MENDOZA RIOS, FRANCISCO MENDOZA RIOS Y MARIA GUADALUPE MENDOZA RIOS, denunciando el INICIO DEL PROCEDIMIENTO SUCESORIO DE INTESTADO EXTRAJUDICIAL A BIENES del señor ANGEL MENDOZA MENDEZ. Se publica el presente aviso por dos veces de diez en diez días en el Periódico El Porvenir. bbox=[1186, 785, 1400, 918]
legal-notice bbox=[732, 106, 945, 446]
notice-signature bbox=[280, 940, 492, 1025]
columns-container bbox=[47, 101, 1406, 2455]
notice-body: En los términos del articulo 882 (ochocientos ochenta y dos), del Código de Procedimientos Civiles del Estado de Nuevo León, HAGO CONSTAR: La apertura en esta Notaría Pública a mi digno cargo, del Procedimiento Sucesorio de Intestado Extrajudicial Acumulado a bienes de PEDRO MARISCAL GONZALEZ Y MARIA DE LOS ANGELES GARCIA RODRIGUEZ quien en diversos actos jurídicos se hacía llamar MA. DE LOS ANGELES GARCIA RODRIGUEZ y las declaraciones que ante mí hicieron los señores ROBERTO IRINEO MARISCAL GARCIA, ROBERTO EZEQUIEL MARISCAL LAZARO, KAREN AILET MARISCAL LAZARO Y PEDRO ADRIAN MARISCAL LAZARO, en su carácter de Únicos y Universales Herederos Legítimos, en el sentido de que reconocen sus derechos hereditarios y aceptan la herencia que corresponda de acuerdo a las disposiciones legales aplicables. Asimismo, el señor ROBERTO EZEQUIEL MARISCAL LAZARO, manifiesta que acepta el cargo de Albacea, protesta su fiel y legal desempeño y procederá a formular el inventario de los bienes que forman el acervo de la masa hereditaria. Monterrey, Nuevo León, a 23 de abril del 2023. bbox=[506, 495, 719, 831]
signature-line: (30 y 10) bbox=[365, 1267, 407, 1280]
notice-heading: EDICTO bbox=[816, 106, 862, 119]
notice-body: De conformidad con lo establecido en el artículo 882 del Código de Procedimientos Civiles vigente en el Estado, se comunica que comparecieron ante mí, los señores GABRIEL ORTIZ GALLEGOS, GILBERTO ORTIZ GALLEGOS, MARÍA ELENA ORTIZ GALLEGOS, ELVIA VELAZQUEZ GALLEGOS y VIRGINIA VELAZQUEZ GALLEGOS, con el objeto de tramitar la SUCESIÓN INTESTAMENTARIA ACUMULADA EXTRAJUDICIAL a bienes de los señores JOSE APOLINAR ORTIZ VELAZQUEZ quien en diferentes actos de su vida se ostentó como JOSE ORTIZ VELAZQUEZ Y SOCORRO GALLEGOS RAMIREZ. Monterrey, Nuevo León, a 22 de Abril del 2024. bbox=[506, 1415, 719, 1619]
notice-body: El día 9 nueve de febrero del 2024 dos mil veinticuatro, Ante mí, Licenciado HERNÁN MONTAÑO PEDRAZA, Notario Público Titular de la Notaría Pública número 60 sesenta, con ejercicio en este Primer Distrito, COMPARECIERON: Los señores JUAN JOSÉ CONTRERAS MUÑIZ, IRASEMA GUADALUPE CONTRERAS MUÑIZ, ELIDIA JOSEFINA CONTRERAS MUÑIZ, IGNACIO CONTRERAS MUÑIZ, CARLOS EMILIO CONTRERAS MUÑIZ y LILIANA ELIZABETH CONTRERAS MUÑIZ a INICIAR el JUICIO HEREDITARIO DE INTESTADO a bienes de su padre el señor JUAN CONTRERAS LOPEZ. Atentamente, bbox=[959, 785, 1172, 966]
signature-line: (30 y 10) bbox=[1045, 749, 1087, 761]
signature-line: FUCG-651211-IR9 bbox=[569, 1840, 656, 1852]
signature-line: (30 y 10) bbox=[139, 2018, 180, 2031]
signature-line: NOTARIO PÚBLICO TITULAR bbox=[1222, 736, 1364, 749]
legal-notice bbox=[506, 1669, 719, 1865]
signature-line: (30 y 10) bbox=[139, 1616, 180, 1629]
signature-line: BABR850307A49 bbox=[570, 446, 654, 458]
legal-notice bbox=[1186, 990, 1400, 1138]
legal-notice bbox=[732, 457, 945, 857]
notice-body: CON FECHA 23 DEL MES DE ENERO DEL PRESENTE AÑO, SE RADICÓ EN ESTA NOTARÍA A MI CARGO LA SUCESIÓN LEGÍTIMA HEREDITARIA POR VÍA EXTRAJUDICIAL a bienes del señor JOSÉ CARLOS LÓPEZ DOMINGUEZ, MEDIANTE EL ACTA FUERA DE PROTOCOLO NÚMERO 113,145 DE FECHA 23 DE ENERO DEL 2024. Estado. bbox=[959, 1052, 1172, 1161]
notice-heading: EDICTO bbox=[1042, 106, 1088, 119]
notice-body: En fecha (23) veintitrés del mes de abril del año (2024) dos mil veinticuatro, se radicó en esta Notaria a mi cargo, mediante el Acta Fuera de Protocolo Numero ((100/224,400/2024)), el Juicio Sucesorio Testamentario Notarial a bienes de la señora YOLANDA CORREA GARZA, habiéndose presentado ante el Suscrito a denunciar dicho Juicio como Único y Universal Heredero y Albacea de la sucesión. Lo anterior se publica mediante este aviso por dos ocasiones de (10) diez en (10) diez días. Allende, Nuevo León, a 23 de abril del 2024. bbox=[279, 1049, 492, 1206]
signature-line: LIC. ALBERTO J. MARTINEZ GONZALEZ bbox=[513, 1621, 712, 1633]
notice-body: Con fecha, (22) veintidós de Abril del año (2024) dos mil veinticuatro, se RADICÓ en esta Notaria a mi cargo, mediante la Escritura Pública Número (19,330) DIECINUEVE MIL TRESCIENTOS VEINTISEIS, LA TRAMITACIÓN EN LA VÍA EXTRAJUDICIAL DE LA SUCESIÓN INTESTADA A BIENES DE LA SEÑORA LETICIA ALMAZÁN MEDELLIN. Monterrey, Nuevo León, a 22 de abril del 2024. ATENTAMENTE bbox=[732, 1064, 946, 1185]
column-6 bbox=[1179, 101, 1406, 2455]
notice-body: Se presentaron ante el Suscrito, la señora JUANA CÁRDENAS RAMÍREZ, ARTURO CANTU SALAS Y ROBERTO GUADALUPE SALAS CÁRDENAS, a denunciar la Sucesión Testamentaria a bienes del señor ROBERTO SALAS CEDILLO, presentándome Acta de Defunción y Testimonio del Testamento dictado por el de cujus, en el cual designó a la señora JUANA CÁRDENAS RAMÍREZ como Albacea. Se publica este aviso por dos ocasiones de (10) diez en (10) diez días, esto en cumplimiento a lo dispuesto en el segundo párrafo del artículo (882) ochocientos ochenta y dos del Código de Procedimientos Civiles vigente en el Estado. Allende, Nuevo León, a 19 de Abril del año 2024. bbox=[1186, 518, 1400, 711]
signature-line: LICENCIADO MANUEL ÁNGEL VILLALÓN SALAZAR bbox=[964, 445, 1168, 470]
legal-notice bbox=[53, 1640, 266, 1824]
legal-notice bbox=[1186, 106, 1400, 494]
signature-line: LICENCIADA CYNTHIA JAZMÍN MAYORGA CARRILLO bbox=[281, 940, 490, 964]
notice-signature bbox=[53, 903, 266, 964]
notice-signature bbox=[732, 992, 945, 1040]
signature-line: LIC. JAIME GARZA DE LA GARZA bbox=[76, 1277, 242, 1290]
signature-line: FEGJ-640427-G67 bbox=[115, 1605, 203, 1617]
signature-line: (30 y 10) bbox=[1045, 1222, 1087, 1235]
signature-line: LICENCIADO RODRIGO RAMON BACA BONIFAZ bbox=[517, 409, 708, 434]
signature-line: LIC. JUAN RODRIGO FERNANDEZ GUZMAN bbox=[75, 1568, 244, 1593]
notice-heading: EDICTO bbox=[363, 685, 409, 699]
notice-heading: PUBLICACION NOTARIAL bbox=[84, 974, 234, 988]
signature-line: LIC. CARLOS MONTAÑO PEDRAZA bbox=[978, 700, 1152, 713]
signature-line: VISM-530228-TW2 bbox=[1021, 481, 1110, 494]
notice-signature bbox=[53, 1775, 266, 1824]
signature-line: NOTARIA PÚBLICA No. 1 bbox=[777, 1015, 901, 1027]
notice-signature bbox=[959, 700, 1172, 761]
signature-line: LICENCIADO RODRIGO RAMON BACA BONIFAZ bbox=[743, 796, 934, 820]
notice-signature bbox=[1186, 1273, 1400, 1321]
signature-line: SEGUNDO DISTRITO EN EL ESTADO. bbox=[520, 1111, 704, 1123]
signature-line: NOTARIO PÚBLICO TITULAR bbox=[1222, 1563, 1364, 1576]
signature-line: (30 y 10) bbox=[818, 1234, 860, 1246]
signature-line: VISM-530228-TW2 bbox=[341, 1243, 430, 1256]
legal-notice bbox=[959, 1038, 1172, 1235]
legal-notice bbox=[53, 1834, 266, 2030]
notice-body: El día 9 nueve de febrero del 2024 dos mil veinticuatro, Ante mí, Licenciado HERNÁN MONTAÑO PEDRAZA, Notario Público Titular de la Notaría Pública número 60 sesenta, con ejercicio en este Primer Distrito, COMPARECIERON: Los señores FELIPE ALEJANDRO CONTRERAS DELGADO, ROSA ISELA CONTRERAS DELGADO y GUADALUPE CONTRERAS DELGADO a INICIAR el JUICIO HEREDITARIO DE INTESTADO a bienes de su padre el señor ALEJANDRO CONTRERAS LOPEZ. Atentamente, bbox=[732, 1271, 946, 1428]
notice-heading: AVISO NOTARIAL bbox=[788, 868, 890, 881]
notice-heading: EDICTO bbox=[589, 1668, 636, 1682]
signature-line: NOTARIO PÚBLICO TITULAR DE LA NOTARÍA PÚBLICA NÚMERO 60 bbox=[750, 1441, 927, 1465]
signature-line: LIC. FRANCISCO GONZÁLEZ QUINTANILLA bbox=[87, 1982, 231, 2007]
legal-notice bbox=[53, 1337, 266, 1629]
notice-signature bbox=[959, 1162, 1172, 1235]
signature-line: (30 y 10) bbox=[591, 1852, 633, 1864]
